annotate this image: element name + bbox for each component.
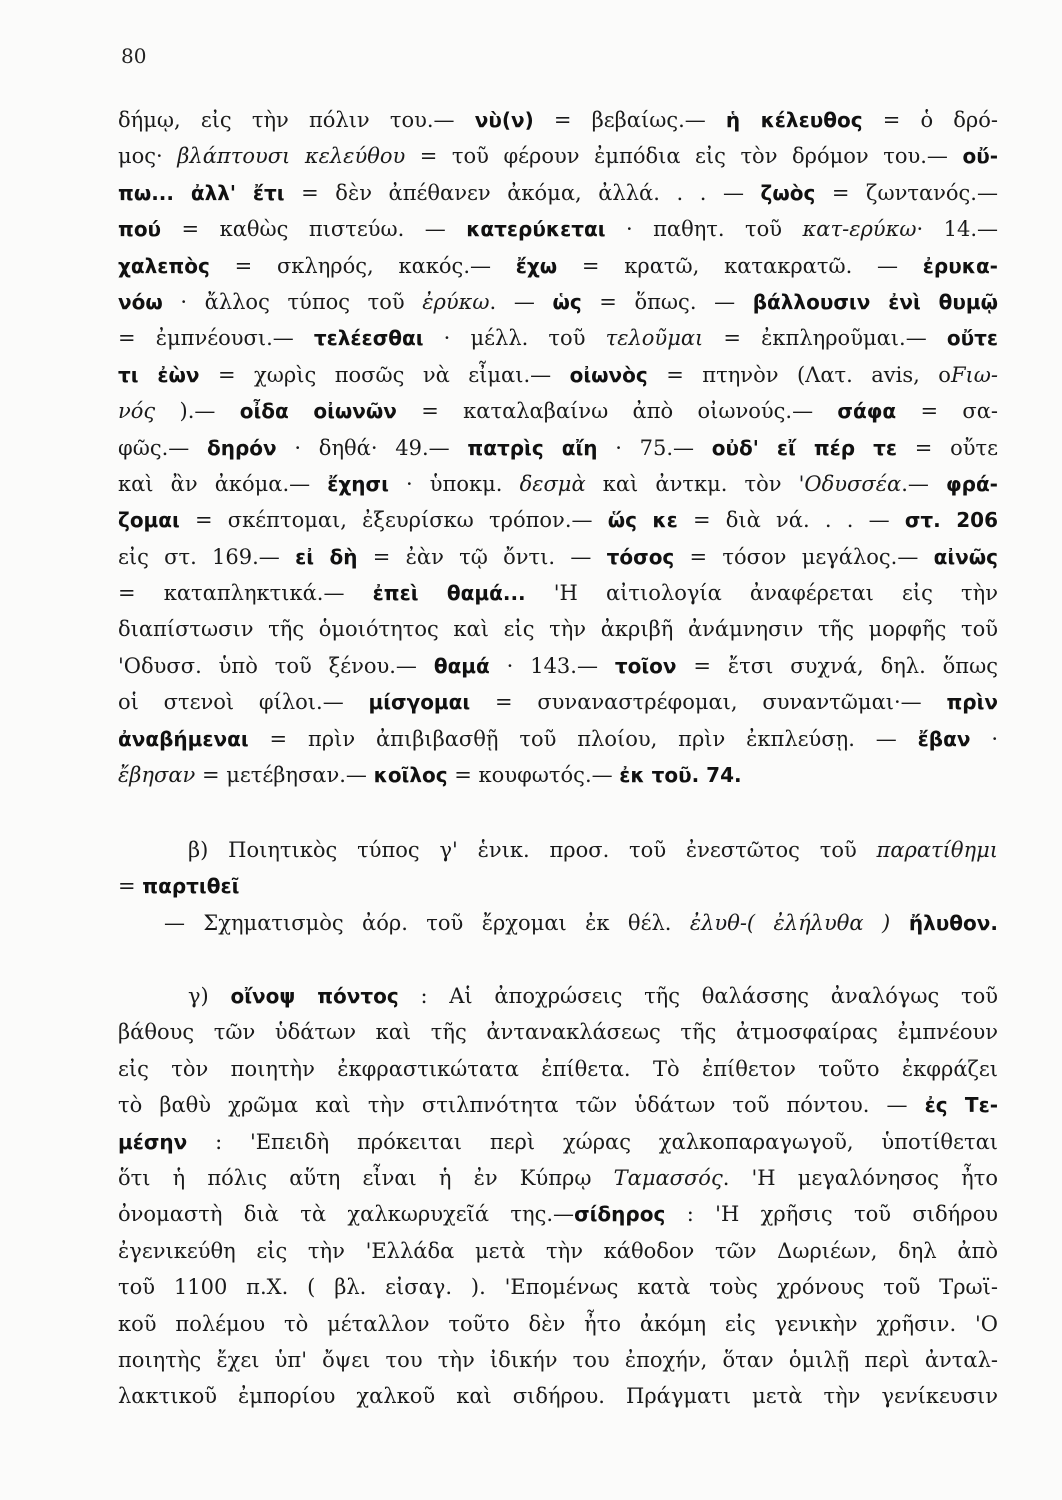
text-line: [118, 248, 998, 284]
headword: θαμά: [433, 653, 490, 678]
text-line: [118, 648, 998, 684]
text-segment: = δὲν ἀπέθανεν ἀκόμα, ἀλλά. . . —: [284, 180, 761, 205]
text-segment: = ζωντανός.—: [815, 180, 998, 205]
text-line: [118, 978, 998, 1014]
text-line: [118, 1269, 998, 1305]
headword: χαλεπὸς: [118, 253, 210, 278]
text-segment: =: [118, 874, 143, 899]
text-line: [118, 1378, 998, 1414]
text-line: [118, 320, 998, 356]
text-segment: . 'Η μεγαλόνησος ἦτο: [722, 1165, 998, 1190]
text-segment: ποιητὴς ἔχει ὑπ' ὄψει του τὴν ἰδικήν του ἐποχήν, ὅταν ὁμιλῇ περὶ ἀνταλ-: [118, 1347, 998, 1372]
text-line: [118, 211, 998, 247]
headword: πατρὶς αἴη: [467, 435, 598, 460]
text-segment: εἰς τὸν ποιητὴν ἐκφραστικώτατα ἐπίθετα. Τὸ ἐπίθετον τοῦτο ἐκφράζει: [118, 1056, 998, 1081]
text-segment: ·: [970, 726, 998, 751]
text-line: [118, 721, 998, 757]
text-segment: — Σχηματισμὸς ἀόρ. τοῦ ἔρχομαι ἐκ θέλ.: [164, 910, 690, 935]
italic-term: βλάπτουσι κελεύθου: [177, 144, 406, 169]
headword: νὺ(ν): [474, 108, 534, 132]
text-segment: κοῦ πολέμου τὸ μέταλλον τοῦτο δὲν ἦτο ἀκόμη εἰς γενικὴν χρῆσιν. 'Ο: [118, 1311, 998, 1336]
text-segment: = κουφωτός.—: [447, 763, 620, 788]
text-line: [118, 1233, 998, 1269]
text-segment: · ἄλλος τύπος τοῦ: [162, 289, 423, 314]
text-segment: = καθὼς πιστεύω. —: [161, 217, 467, 242]
italic-term: 'Οδυσσέα: [798, 471, 902, 496]
headword: νόω: [118, 289, 163, 314]
italic-term: δεσμὰ: [519, 471, 586, 496]
text-line: [118, 757, 998, 793]
text-segment: ὅτι ἡ πόλις αὕτη εἶναι ἡ ἐν Κύπρῳ: [118, 1165, 614, 1190]
text-segment: = ἐκπληροῦμαι.—: [703, 326, 947, 351]
headword: ἡ κέλευθος: [725, 108, 863, 132]
text-segment: μος·: [118, 144, 178, 169]
headword: ἔχω: [515, 253, 558, 278]
text-segment: γ): [188, 984, 231, 1008]
text-segment: διαπίστωσιν τῆς ὁμοιότητος καὶ εἰς τὴν ἀκριβῆ ἀνάμνησιν τῆς μορφῆς τοῦ: [118, 617, 998, 642]
text-segment: · ὑποκμ.: [388, 471, 520, 496]
headword: οἴνοψ πόντος: [230, 984, 399, 1008]
headword: μίσγομαι: [368, 690, 471, 715]
text-segment: φῶς.—: [118, 435, 207, 460]
page-number: 80: [121, 44, 147, 68]
text-line: [118, 868, 998, 904]
headword: σίδηρος: [574, 1202, 666, 1227]
headword: ἔβαν: [917, 726, 971, 751]
headword: βάλλουσιν ἐνὶ θυμῷ: [752, 289, 998, 314]
headword: κατερύκεται: [466, 217, 606, 242]
commentary-notes: [118, 102, 998, 793]
text-segment: = συναναστρέφομαι, συναντῶμαι·—: [470, 690, 947, 715]
text-line: [118, 357, 998, 393]
headword: στ. 206: [904, 508, 998, 533]
text-segment: τὸ βαθὺ χρῶμα καὶ τὴν στιλπνότητα τῶν ὑδάτων τοῦ πόντου. —: [118, 1093, 925, 1118]
headword: μέσην: [118, 1129, 188, 1154]
text-segment: εἰς στ. 169.—: [118, 544, 296, 569]
text-segment: β) Ποιητικὸς τύπος γ' ἑνικ. προσ. τοῦ ἐνεστῶτος τοῦ: [188, 838, 877, 862]
text-segment: = τόσον μεγάλος.—: [674, 544, 934, 569]
headword: ἔχησι: [327, 471, 389, 496]
italic-term: τελοῦμαι: [605, 326, 704, 351]
text-segment: = πτηνὸν (Λατ. avis, ο: [647, 362, 951, 387]
text-line: [118, 832, 998, 868]
italic-term: παρατίθημι: [876, 838, 998, 862]
headword: τελέεσθαι: [313, 326, 424, 351]
text-segment: = οὔτε: [897, 435, 998, 460]
text-segment: : 'Επειδὴ πρόκειται περὶ χώρας χαλκοπαραγωγοῦ, ὑποτίθεται: [187, 1129, 998, 1154]
text-line: [118, 284, 998, 320]
text-line: [118, 502, 998, 538]
text-line: [118, 102, 998, 138]
text-line: [118, 430, 998, 466]
headword: δηρόν: [207, 435, 277, 460]
headword: κοῖλος: [373, 763, 448, 788]
text-segment: 'Οδυσσ. ὑπὸ τοῦ ξένου.—: [118, 653, 434, 678]
text-line: [118, 1342, 998, 1378]
italic-term: κατ-ερύκω: [802, 217, 917, 242]
headword: ἐπεὶ θαμά...: [372, 581, 526, 606]
headword: φρά-: [945, 471, 998, 496]
text-line: [118, 611, 998, 647]
text-line: [118, 175, 998, 211]
text-segment: = σκληρός, κακός.—: [209, 253, 516, 278]
text-segment: 'Η αἰτιολογία ἀναφέρεται εἰς τὴν: [525, 581, 998, 606]
text-segment: : Αἱ ἀποχρώσεις τῆς θαλάσσης ἀναλόγως τοῦ: [398, 984, 998, 1008]
headword: πού: [118, 217, 162, 242]
headword: οἶδα οἰωνῶν: [239, 399, 397, 424]
text-segment: = τοῦ φέρουν ἐμπόδια εἰς τὸν δρόμον του.—: [405, 144, 963, 169]
text-segment: · 143.—: [489, 653, 615, 678]
headword: ἀναβήμεναι: [118, 726, 249, 751]
text-segment: ).—: [155, 399, 240, 424]
text-segment: = χωρὶς ποσῶς νὰ εἶμαι.—: [199, 362, 570, 387]
headword: τι ἐὼν: [118, 362, 200, 387]
headword: εἰ δὴ: [295, 544, 358, 569]
headword: ἐς Τε-: [924, 1093, 998, 1118]
headword: ὡς: [552, 289, 582, 314]
headword: ὥς κε: [607, 508, 678, 533]
italic-term: νός: [118, 399, 156, 424]
text-segment: · 75.—: [597, 435, 712, 460]
headword: ζομαι: [118, 508, 180, 533]
text-segment: = ὁ δρό-: [862, 108, 998, 132]
text-segment: · παθητ. τοῦ: [605, 217, 803, 242]
text-segment: καὶ ἀντκμ. τὸν: [585, 471, 799, 496]
text-line: [118, 1014, 998, 1050]
text-segment: οἱ στενοὶ φίλοι.—: [118, 690, 369, 715]
italic-term: ἐλυθ-( ἐλήλυθα ): [689, 910, 891, 935]
text-segment: λακτικοῦ ἐμπορίου χαλκοῦ καὶ σιδήρου. Πράγματι μετὰ τὴν γενίκευσιν: [118, 1384, 998, 1409]
headword: ἐρυκα-: [922, 253, 998, 278]
headword: ζωὸς: [760, 180, 816, 205]
text-segment: .—: [901, 471, 946, 496]
headword: ἤλυθον.: [890, 910, 998, 935]
text-line: [118, 575, 998, 611]
text-line: [118, 466, 998, 502]
text-segment: καὶ ἂν ἀκόμα.—: [118, 471, 328, 496]
text-line: [118, 393, 998, 429]
headword: οὐδ' εἴ πέρ τε: [711, 435, 898, 460]
headword: παρτιθεῖ: [142, 874, 240, 899]
headword: ἐκ τοῦ. 74.: [619, 763, 742, 788]
text-segment: = καταλαβαίνω ἀπὸ οἰωνούς.—: [396, 399, 838, 424]
text-segment: = ἔτσι συχνά, δηλ. ὅπως: [676, 653, 998, 678]
text-line: [118, 1306, 998, 1342]
text-line: [118, 1160, 998, 1196]
text-segment: = ἐμπνέουσι.—: [118, 326, 314, 351]
text-segment: τοῦ 1100 π.Χ. ( βλ. εἰσαγ. ). 'Επομένως κατὰ τοὺς χρόνους τοῦ Τρωϊ-: [118, 1275, 998, 1300]
grammar-notes: [118, 832, 998, 941]
headword: τόσος: [606, 544, 675, 569]
text-line: [118, 684, 998, 720]
text-segment: = σα-: [896, 399, 998, 424]
text-segment: βάθους τῶν ὑδάτων καὶ τῆς ἀντανακλάσεως τῆς ἀτμοσφαίρας ἐμπνέουν: [118, 1020, 998, 1045]
text-segment: = πρὶν ἀπιβιβασθῇ τοῦ πλοίου, πρὶν ἐκπλεύσῃ. —: [248, 726, 918, 751]
text-segment: = διὰ νά. . . —: [677, 508, 905, 533]
italic-term: ἔβησαν: [118, 763, 196, 788]
headword: πω... ἀλλ' ἔτι: [118, 180, 285, 205]
text-segment: ἐγενικεύθη εἰς τὴν 'Ελλάδα μετὰ τὴν κάθοδον τῶν Δωριέων, δηλ ἀπὸ: [118, 1238, 998, 1263]
text-segment: · δηθά· 49.—: [276, 435, 468, 460]
text-segment: δήμῳ, εἰς τὴν πόλιν του.—: [118, 108, 475, 132]
text-segment: = σκέπτομαι, ἐξευρίσκω τρόπον.—: [179, 508, 608, 533]
headword: οὔ-: [962, 144, 998, 169]
headword: τοῖον: [614, 653, 677, 678]
text-line: [118, 1196, 998, 1232]
headword: οὔτε: [946, 326, 998, 351]
text-line: [118, 138, 998, 174]
text-segment: = κρατῶ, κατακρατῶ. —: [557, 253, 923, 278]
text-segment: = ἐὰν τῷ ὄντι. —: [357, 544, 607, 569]
headword: σάφα: [837, 399, 897, 424]
text-line: [118, 1124, 998, 1160]
italic-term: ἐρύκω: [422, 289, 490, 314]
text-segment: · μέλλ. τοῦ: [423, 326, 606, 351]
text-segment: · 14.—: [916, 217, 998, 242]
text-line: [118, 1051, 998, 1087]
headword: πρὶν: [946, 690, 998, 715]
headword: οἰωνὸς: [569, 362, 648, 387]
italic-term: Ταμασσός: [613, 1165, 723, 1190]
text-segment: = μετέβησαν.—: [195, 763, 374, 788]
explanatory-notes: [118, 978, 998, 1415]
text-segment: : 'Η χρῆσις τοῦ σιδήρου: [665, 1202, 998, 1227]
text-line: [118, 1087, 998, 1123]
text-segment: = βεβαίως.—: [533, 108, 726, 132]
text-segment: ὀνομαστὴ διὰ τὰ χαλκωρυχεῖά της.—: [118, 1202, 575, 1227]
headword: αἰνῶς: [933, 544, 998, 569]
text-segment: = καταπληκτικά.—: [118, 581, 373, 606]
text-line: [118, 905, 998, 941]
text-line: [118, 539, 998, 575]
italic-term: Fιω-: [950, 362, 998, 387]
text-segment: . —: [489, 289, 553, 314]
text-segment: = ὅπως. —: [581, 289, 753, 314]
